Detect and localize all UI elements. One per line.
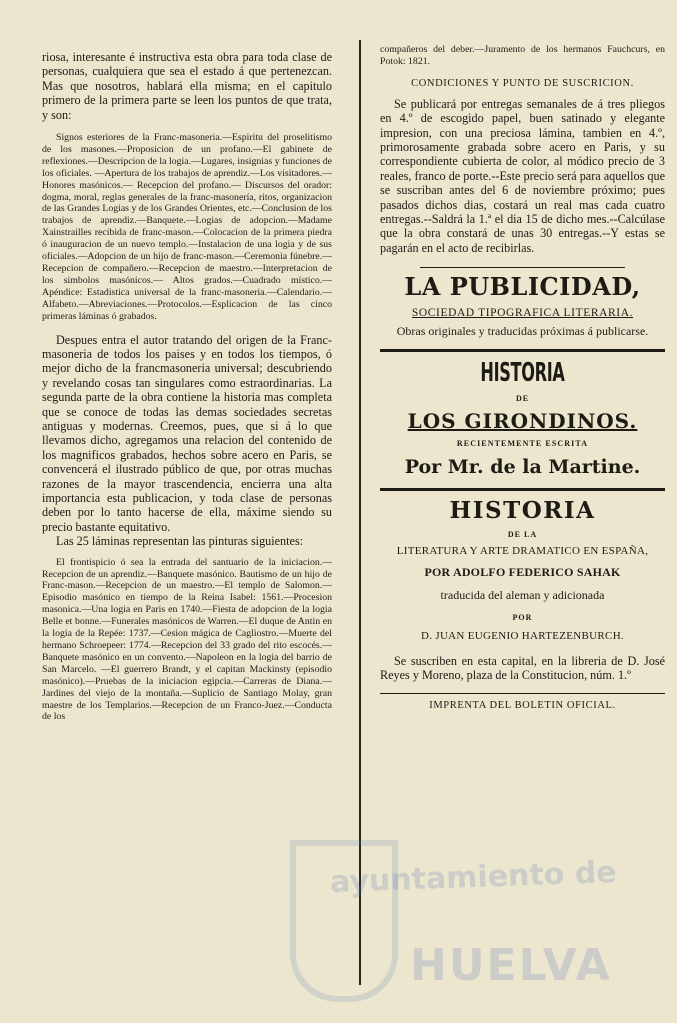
divider <box>380 488 665 491</box>
martine-author: Por Mr. de la Martine. <box>404 455 641 478</box>
divider <box>380 349 665 352</box>
schack-author: POR ADOLFO FEDERICO SAHAK <box>424 564 621 579</box>
intro-paragraph: riosa, interesante é instructiva esta obra para toda clase de personas, cualquiera que sea el estado á que pertenezcan. Mas que nosotros, hablará ella misma; en el capitulo primero de la primera parte se leen los puntos de que trata, y son: <box>42 50 332 122</box>
de-la-label: DE LA <box>507 529 538 539</box>
left-column <box>42 50 332 723</box>
divider <box>420 267 625 268</box>
laminas-list: El frontispicio ó sea la entrada del santuario de la iniciacion.—Recepcion de un aprendiz.—Banquete masónico. Bautismo de un hijo de Franc-mason.—Recepcion de un maestro.—El templo de Salomon.—Episodio masónico en tiempo de la Reina Isabel: 1561.—Procesion masonica.—Una logia en Paris en 1740.—Fiesta de adopcion de la logia Belle et bonne.—Funerales masónicos de Warren.—El duque de Antin en la logia de la Repée: 1737.—Cesion mágica de Cagliostro.—Muerte del hermano Schroepeer: 1774.—Recepcion del 33 grado del rito escocés.—Banquete masónico en un convento.—Napoleon en la logia del barrio de San Marcelo. —El guerrero Brandt, y el capitan Mackinsty (episodio masónico).—Pruebas de la iniciacion egipcia.—Carreras de Diana.—Jardines del viejo de la montaña.—Suplicio de Santiago Molay, gran maestre de los Templarios.—Recepcion de un Franco-Juez.—Conducta de los <box>42 556 332 723</box>
historia-girondinos-title: HISTORIA <box>480 357 565 388</box>
hartzenbusch-line: D. JUAN EUGENIO HARTEZENBURCH. <box>421 629 624 642</box>
watermark-line1: ayuntamiento de <box>329 855 618 900</box>
divider <box>380 693 665 694</box>
imprenta-line: IMPRENTA DEL BOLETIN OFICIAL. <box>429 699 616 711</box>
condiciones-heading: CONDICIONES Y PUNTO DE SUSCRICION. <box>411 77 634 89</box>
despues-paragraph: Despues entra el autor tratando del origen de la Franc-masoneria de todos los paises y en todos los tiempos, ó mejor dicho de la francmasoneria universal; descubriendo y revelando cosas tan singulares como estraordinarias. La segunda parte de la obra contiene la historia mas completa que se conoce de todas las demas sociedades secretas antiguas y modernas. Creemos, pues, que si á lo que llevamos dicho, agregamos una relacion del contenido de los magnificos grabados, hechos sobre acero en Paris, se convencerá el ilustrado público de que, por otras muchas razones de la mayor trascendencia, encierra una alta importancia esta publicacion, y toda clase de personas deben por lo tanto hacerse de ella, máxime siendo su precio bastante equitativo. <box>42 332 332 534</box>
traducida-line: traducida del aleman y adicionada <box>440 587 605 602</box>
por-label: POR <box>512 612 533 622</box>
laminas-intro: Las 25 láminas representan las pinturas siguientes: <box>56 534 304 549</box>
continuation-text: compañeros del deber.—Juramento de los hermanos Fauchcurs, en Potok: 1821. <box>380 44 665 67</box>
watermark-line2: HUELVA <box>410 940 612 991</box>
suscriben-paragraph: Se suscriben en esta capital, en la libreria de D. José Reyes y Moreno, plaza de la Constitucion, núm. 1.º <box>380 653 665 683</box>
de-label: DE <box>515 393 530 403</box>
historia-literatura-title: HISTORIA <box>449 496 596 524</box>
girondinos-title: LOS GIRONDINOS. <box>407 408 638 433</box>
sociedad-subtitle: SOCIEDAD TIPOGRAFICA LITERARIA. <box>411 307 634 320</box>
obras-line: Obras originales y traducidas próximas á publicarse. <box>396 324 649 339</box>
condiciones-paragraph: Se publicará por entregas semanales de á tres pliegos en 4.º de escogido papel, buen satinado y elegante impresion, con una preciosa lámina, tambien en 4.º, primorosamente grabada sobre acero en Paris, y su correspondiente cubierta de color, al módico precio de 3 reales, franco de porte.--Este precio será para aquellos que se suscriban antes del 6 de noviembre próximo; pues pasados dichos dias, costará un real mas cada cuatro entregas.--Saldrá la 1.ª el dia 15 de dicho mes.--Calcúlase que la obra constará de unas 30 entregas.--Y estas se pagarán en el acto de recibirlas. <box>380 96 665 255</box>
publicidad-title: LA PUBLICIDAD, <box>404 272 641 302</box>
literatura-line: LITERATURA Y ARTE DRAMATICO EN ESPAÑA, <box>396 544 649 557</box>
signos-list: Signos esteriores de la Franc-masoneria.—Espiritu del proselitismo de los masones.—Proposicion de un profano.—El gabinete de reflexiones.—Descripcion de la logia.—Lugares, insignias y funciones de los oficiales. —Apertura de los trabajos de aprendiz.—Los visitadores.—Honores masónicos.— Recepcion del profano.— Discursos del orador: dogma, moral, reglas generales de la franc-masonería, ritos, organizacion de las Grandes Logias y de los Grandes Orientes, etc.—Conclusion de los trabajos de aprendiz.—Banquete.—Logias de adopcion.—Madame Xainstrailles recibida de franc-mason.—Colocacion de la primera piedra ó inauguracion de un nuevo templo.—Instalacion de una logia y de sus oficiales.—Adopcion de un hijo de franc-mason.—Ceremonia fúnebre.—Recepcion de compañero.—Recepcion de maestro.—Interpretacion de los simbolos masónicos.— Altos grados.—Cuadrado místico.—Apéndice: Estadistica universal de la franc-masoneria.—Calendario.—Alfabeto.—Abreviaciones.—Protocolos.—Esplicacion de las cinco primeras láminas ó grabados. <box>42 132 332 322</box>
library-watermark <box>290 840 620 1010</box>
right-column <box>380 44 665 711</box>
recientemente-label: RECIENTEMENTE ESCRITA <box>456 438 589 448</box>
